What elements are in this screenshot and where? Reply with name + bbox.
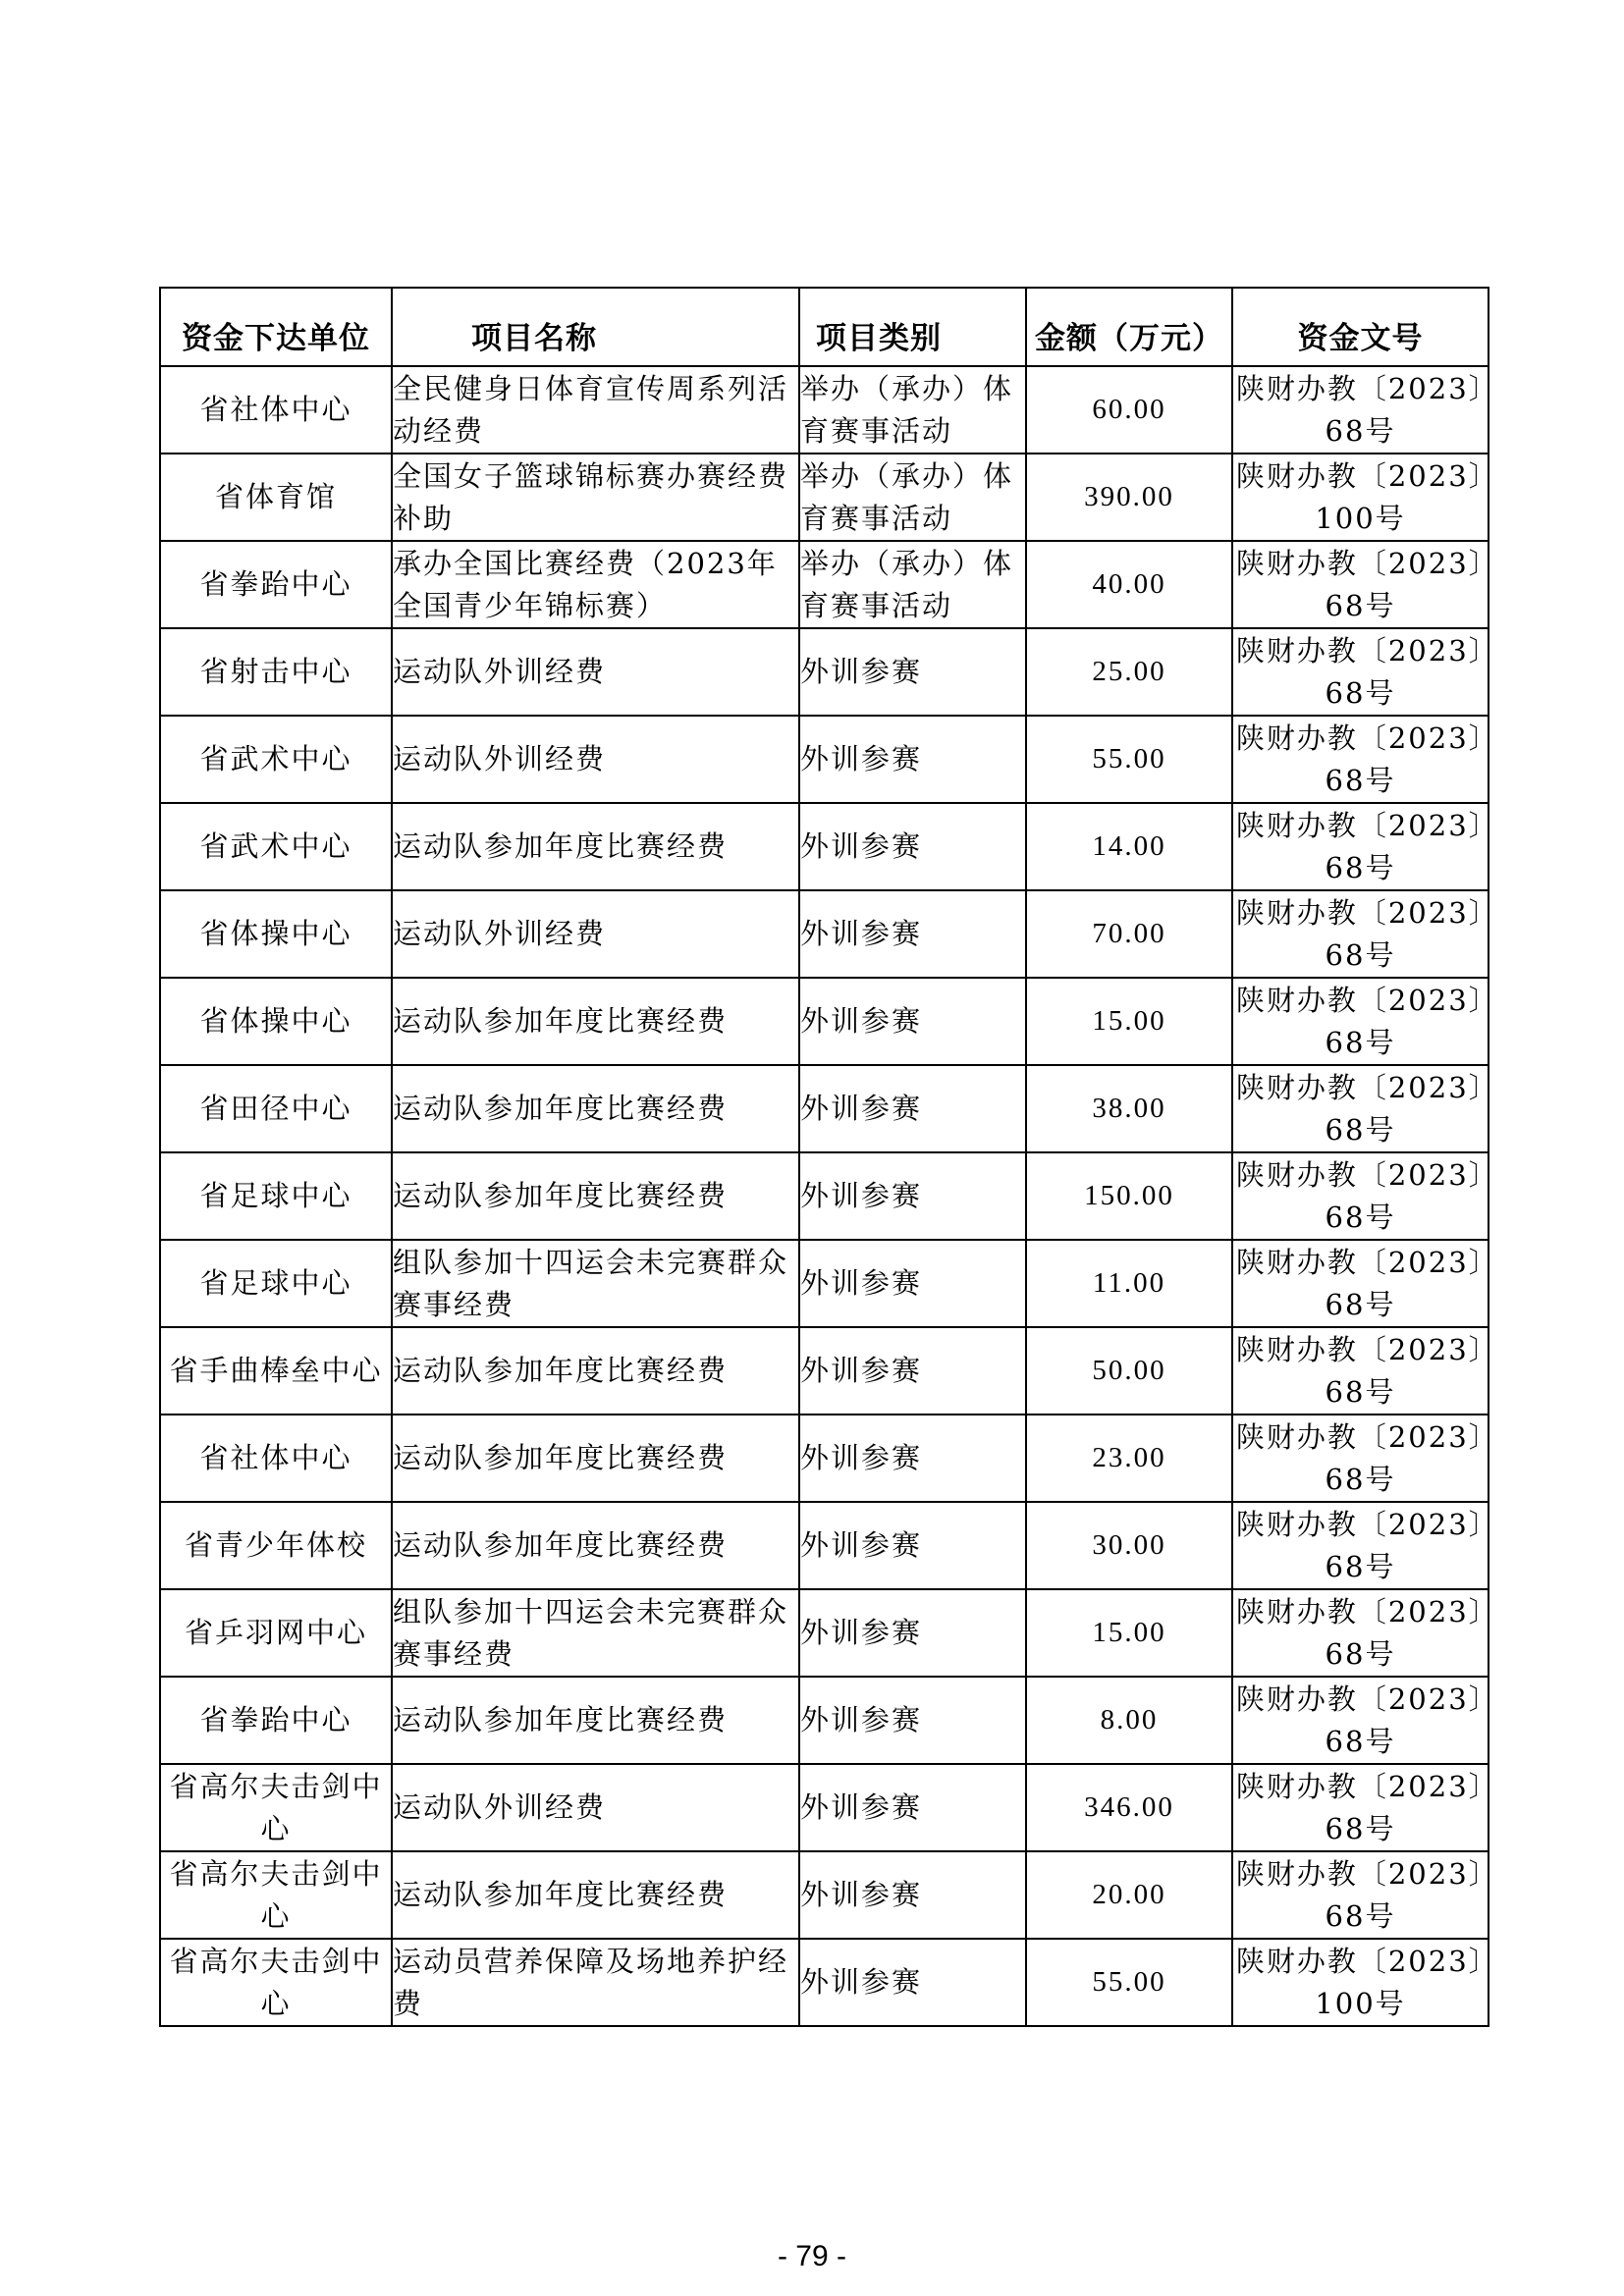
header-document-number: 资金文号 [1232, 288, 1489, 366]
project-name-cell: 运动队参加年度比赛经费 [392, 1851, 799, 1939]
document-number-cell: 陕财办教〔2023〕68号 [1232, 1677, 1489, 1764]
table-row [160, 1502, 1489, 1589]
table-row [160, 1589, 1489, 1677]
document-number-cell: 陕财办教〔2023〕100号 [1232, 1939, 1489, 2026]
document-number-cell: 陕财办教〔2023〕68号 [1232, 1589, 1489, 1677]
project-name-cell: 运动队参加年度比赛经费 [392, 1065, 799, 1152]
project-name-cell: 运动队参加年度比赛经费 [392, 978, 799, 1065]
project-name-cell: 组队参加十四运会未完赛群众赛事经费 [392, 1589, 799, 1677]
project-type-cell: 外训参赛 [799, 1502, 1026, 1589]
amount-cell: 15.00 [1026, 1589, 1232, 1677]
amount-cell: 15.00 [1026, 978, 1232, 1065]
document-number-cell: 陕财办教〔2023〕100号 [1232, 454, 1489, 541]
project-name-cell: 运动队参加年度比赛经费 [392, 1152, 799, 1240]
document-number-cell: 陕财办教〔2023〕68号 [1232, 1502, 1489, 1589]
document-number-cell: 陕财办教〔2023〕68号 [1232, 803, 1489, 890]
table-row [160, 628, 1489, 716]
unit-cell: 省体育馆 [160, 454, 392, 541]
document-number-cell: 陕财办教〔2023〕68号 [1232, 1152, 1489, 1240]
unit-cell: 省手曲棒垒中心 [160, 1327, 392, 1415]
unit-cell: 省高尔夫击剑中心 [160, 1764, 392, 1851]
amount-cell: 20.00 [1026, 1851, 1232, 1939]
unit-cell: 省乒羽网中心 [160, 1589, 392, 1677]
funding-table [159, 287, 1489, 2027]
unit-cell: 省武术中心 [160, 803, 392, 890]
document-number-cell: 陕财办教〔2023〕68号 [1232, 541, 1489, 628]
unit-cell: 省拳跆中心 [160, 541, 392, 628]
amount-cell: 55.00 [1026, 1939, 1232, 2026]
document-number-cell: 陕财办教〔2023〕68号 [1232, 1240, 1489, 1327]
project-name-cell: 全国女子篮球锦标赛办赛经费补助 [392, 454, 799, 541]
document-number-cell: 陕财办教〔2023〕68号 [1232, 1851, 1489, 1939]
project-type-cell: 外训参赛 [799, 1589, 1026, 1677]
amount-cell: 38.00 [1026, 1065, 1232, 1152]
amount-cell: 40.00 [1026, 541, 1232, 628]
project-name-cell: 运动队外训经费 [392, 890, 799, 978]
table-row [160, 1415, 1489, 1502]
amount-cell: 70.00 [1026, 890, 1232, 978]
unit-cell: 省足球中心 [160, 1152, 392, 1240]
amount-cell: 50.00 [1026, 1327, 1232, 1415]
amount-cell: 30.00 [1026, 1502, 1232, 1589]
project-name-cell: 组队参加十四运会未完赛群众赛事经费 [392, 1240, 799, 1327]
amount-cell: 14.00 [1026, 803, 1232, 890]
unit-cell: 省拳跆中心 [160, 1677, 392, 1764]
amount-cell: 8.00 [1026, 1677, 1232, 1764]
unit-cell: 省田径中心 [160, 1065, 392, 1152]
document-number-cell: 陕财办教〔2023〕68号 [1232, 890, 1489, 978]
project-type-cell: 举办（承办）体育赛事活动 [799, 541, 1026, 628]
amount-cell: 25.00 [1026, 628, 1232, 716]
table-body [160, 366, 1489, 2026]
project-type-cell: 外训参赛 [799, 1764, 1026, 1851]
project-type-cell: 外训参赛 [799, 1415, 1026, 1502]
document-number-cell: 陕财办教〔2023〕68号 [1232, 978, 1489, 1065]
header-unit: 资金下达单位 [160, 288, 392, 366]
project-type-cell: 外训参赛 [799, 978, 1026, 1065]
project-type-cell: 外训参赛 [799, 716, 1026, 803]
table-row [160, 1939, 1489, 2026]
project-name-cell: 运动队外训经费 [392, 628, 799, 716]
unit-cell: 省高尔夫击剑中心 [160, 1939, 392, 2026]
unit-cell: 省社体中心 [160, 1415, 392, 1502]
table-row [160, 978, 1489, 1065]
header-amount: 金额（万元） [1026, 288, 1232, 366]
table-row [160, 454, 1489, 541]
project-type-cell: 外训参赛 [799, 1677, 1026, 1764]
project-name-cell: 运动队参加年度比赛经费 [392, 1327, 799, 1415]
table-row [160, 716, 1489, 803]
table-row [160, 541, 1489, 628]
project-type-cell: 外训参赛 [799, 890, 1026, 978]
document-number-cell: 陕财办教〔2023〕68号 [1232, 1065, 1489, 1152]
table-row [160, 890, 1489, 978]
unit-cell: 省射击中心 [160, 628, 392, 716]
project-type-cell: 外训参赛 [799, 1240, 1026, 1327]
document-number-cell: 陕财办教〔2023〕68号 [1232, 1764, 1489, 1851]
table-row [160, 1152, 1489, 1240]
unit-cell: 省社体中心 [160, 366, 392, 454]
amount-cell: 11.00 [1026, 1240, 1232, 1327]
document-number-cell: 陕财办教〔2023〕68号 [1232, 716, 1489, 803]
amount-cell: 55.00 [1026, 716, 1232, 803]
project-name-cell: 运动队外训经费 [392, 1764, 799, 1851]
project-type-cell: 外训参赛 [799, 1851, 1026, 1939]
table-row [160, 1065, 1489, 1152]
unit-cell: 省青少年体校 [160, 1502, 392, 1589]
unit-cell: 省足球中心 [160, 1240, 392, 1327]
document-number-cell: 陕财办教〔2023〕68号 [1232, 628, 1489, 716]
project-type-cell: 举办（承办）体育赛事活动 [799, 454, 1026, 541]
amount-cell: 60.00 [1026, 366, 1232, 454]
amount-cell: 346.00 [1026, 1764, 1232, 1851]
table-header-row [160, 288, 1489, 366]
document-number-cell: 陕财办教〔2023〕68号 [1232, 1327, 1489, 1415]
project-type-cell: 举办（承办）体育赛事活动 [799, 366, 1026, 454]
amount-cell: 390.00 [1026, 454, 1232, 541]
project-name-cell: 运动队参加年度比赛经费 [392, 1677, 799, 1764]
table-row [160, 1240, 1489, 1327]
amount-cell: 23.00 [1026, 1415, 1232, 1502]
project-name-cell: 运动队参加年度比赛经费 [392, 1502, 799, 1589]
project-type-cell: 外训参赛 [799, 1152, 1026, 1240]
table-row [160, 803, 1489, 890]
unit-cell: 省体操中心 [160, 890, 392, 978]
table-row [160, 1327, 1489, 1415]
document-number-cell: 陕财办教〔2023〕68号 [1232, 1415, 1489, 1502]
project-type-cell: 外训参赛 [799, 1065, 1026, 1152]
document-number-cell: 陕财办教〔2023〕68号 [1232, 366, 1489, 454]
project-name-cell: 运动队外训经费 [392, 716, 799, 803]
table-row [160, 366, 1489, 454]
project-type-cell: 外训参赛 [799, 803, 1026, 890]
header-project-name: 项目名称 [392, 288, 799, 366]
project-type-cell: 外训参赛 [799, 1327, 1026, 1415]
project-name-cell: 运动队参加年度比赛经费 [392, 1415, 799, 1502]
project-type-cell: 外训参赛 [799, 628, 1026, 716]
project-type-cell: 外训参赛 [799, 1939, 1026, 2026]
project-name-cell: 运动员营养保障及场地养护经费 [392, 1939, 799, 2026]
table-row [160, 1764, 1489, 1851]
table-row [160, 1677, 1489, 1764]
page-number: - 79 - [777, 2240, 847, 2272]
project-name-cell: 全民健身日体育宣传周系列活动经费 [392, 366, 799, 454]
project-name-cell: 运动队参加年度比赛经费 [392, 803, 799, 890]
header-project-type: 项目类别 [799, 288, 1026, 366]
unit-cell: 省高尔夫击剑中心 [160, 1851, 392, 1939]
amount-cell: 150.00 [1026, 1152, 1232, 1240]
table-row [160, 1851, 1489, 1939]
unit-cell: 省体操中心 [160, 978, 392, 1065]
project-name-cell: 承办全国比赛经费（2023年全国青少年锦标赛） [392, 541, 799, 628]
unit-cell: 省武术中心 [160, 716, 392, 803]
